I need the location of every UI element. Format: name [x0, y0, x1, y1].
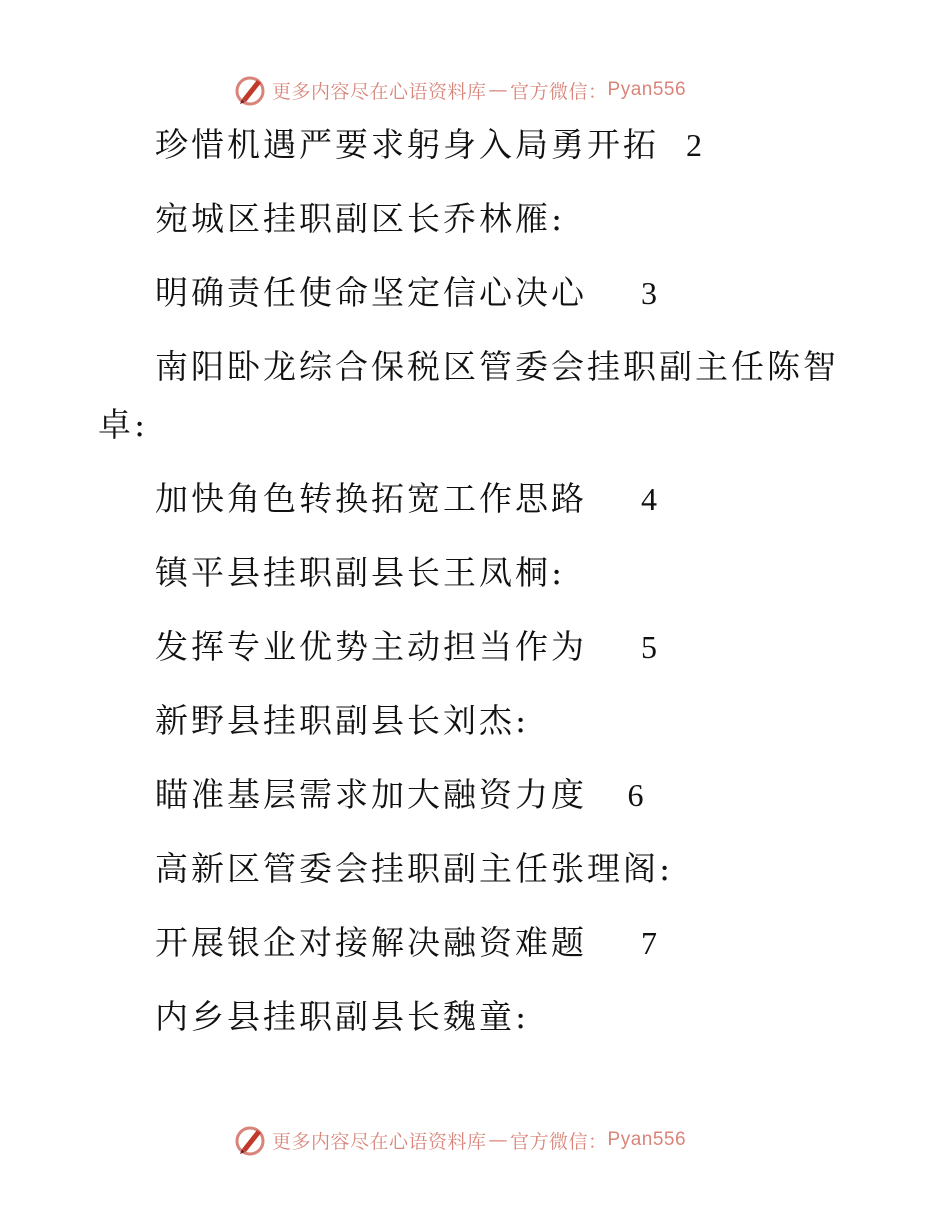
entry-page-number: 7 [640, 925, 657, 961]
entry-title: 加快角色转换拓宽工作思路 [155, 479, 587, 518]
entry-author: 镇平县挂职副县长王凤桐: [155, 553, 566, 592]
toc-entry [98, 118, 818, 192]
pen-logo-icon [232, 72, 268, 108]
pen-logo-icon [232, 1122, 268, 1158]
watermark-text: 更多内容尽在心语资料库 [272, 1130, 487, 1153]
watermark-official: 官方微信： [510, 80, 608, 103]
entry-page-number: 6 [627, 777, 644, 813]
toc-entry [98, 546, 818, 620]
entry-author-continuation: 卓: [98, 405, 149, 444]
toc-entry-continuation [98, 398, 818, 472]
watermark-id: Pyan556 [607, 79, 687, 100]
entry-author: 新野县挂职副县长刘杰: [155, 701, 530, 740]
entry-author: 宛城区挂职副区长乔林雁: [155, 199, 566, 238]
toc-entry [98, 990, 818, 1064]
header-watermark [232, 70, 686, 110]
toc-entry [98, 266, 818, 340]
watermark-official: 官方微信： [510, 1130, 608, 1153]
toc-entry [98, 694, 818, 768]
toc-entry [98, 620, 818, 694]
entry-title: 发挥专业优势主动担当作为 [155, 627, 587, 666]
watermark-separator: — [488, 79, 509, 101]
entry-title: 珍惜机遇严要求躬身入局勇开拓 [155, 125, 659, 164]
toc-entry [98, 842, 818, 916]
entry-title: 明确责任使命坚定信心决心 [155, 273, 587, 312]
toc-entry [98, 340, 839, 398]
watermark-separator: — [488, 1129, 509, 1151]
entry-author: 内乡县挂职副县长魏童: [155, 997, 530, 1036]
entry-page-number: 4 [640, 481, 657, 517]
toc-content [98, 118, 839, 1064]
entry-title: 瞄准基层需求加大融资力度 [155, 775, 587, 814]
toc-entry [98, 472, 818, 546]
entry-page-number: 3 [640, 275, 657, 311]
entry-page-number: 5 [640, 629, 657, 665]
watermark-text: 更多内容尽在心语资料库 [272, 80, 487, 103]
entry-page-number: 2 [685, 127, 702, 163]
watermark-id: Pyan556 [607, 1129, 687, 1150]
toc-entry [98, 768, 818, 842]
entry-author: 高新区管委会挂职副主任张理阁: [155, 849, 674, 888]
footer-watermark [232, 1120, 686, 1160]
entry-author: 南阳卧龙综合保税区管委会挂职副主任陈智 [155, 347, 839, 386]
toc-entry [98, 916, 818, 990]
toc-entry [98, 192, 818, 266]
entry-title: 开展银企对接解决融资难题 [155, 923, 587, 962]
